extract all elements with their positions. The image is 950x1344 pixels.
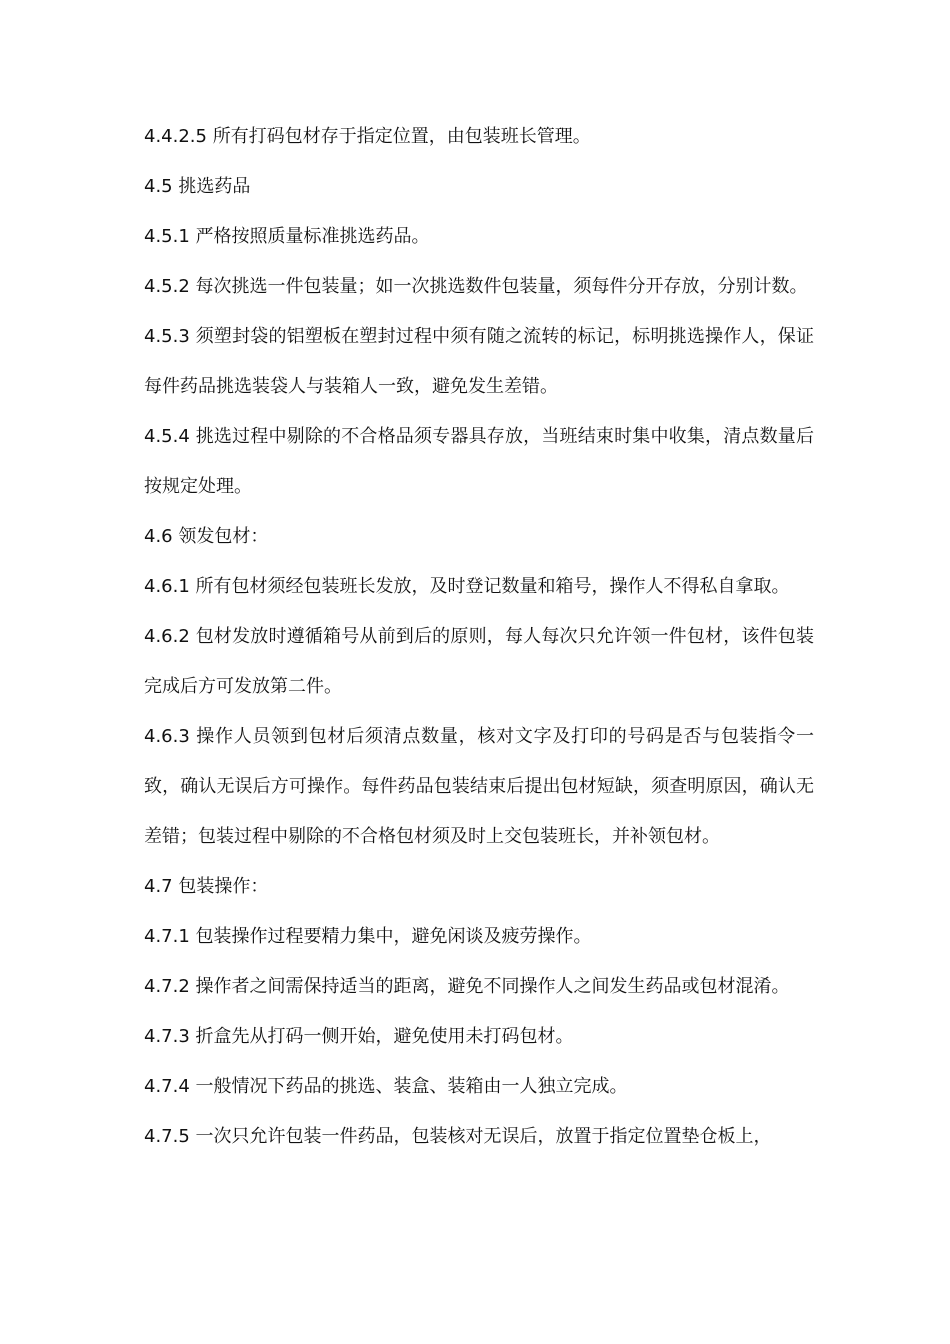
heading-4-5: 4.5 挑选药品 [144, 176, 251, 197]
paragraph-4-5-2: 4.5.2 每次挑选一件包装量；如一次挑选数件包装量，须每件分开存放，分别计数。 [144, 276, 808, 297]
paragraph-4-5-1: 4.5.1 严格按照质量标准挑选药品。 [144, 226, 430, 247]
paragraph-4-6-3: 4.6.3 操作人员领到包材后须清点数量，核对文字及打印的号码是否与包装指令一致，确认无误后方可操作。每件药品包装结束后提出包材短缺，须查明原因，确认无差错；包装过程中剔除的不合格包材须及时上交包装班长，并补领包材。 [144, 726, 814, 847]
paragraph-4-7-4: 4.7.4 一般情况下药品的挑选、装盒、装箱由一人独立完成。 [144, 1076, 628, 1097]
paragraph-4-7-3: 4.7.3 折盒先从打码一侧开始，避免使用未打码包材。 [144, 1026, 574, 1047]
paragraph-4-7-2: 4.7.2 操作者之间需保持适当的距离，避免不同操作人之间发生药品或包材混淆。 [144, 976, 790, 997]
paragraph-4-7-5: 4.7.5 一次只允许包装一件药品，包装核对无误后，放置于指定位置垫仓板上， [144, 1126, 772, 1147]
paragraph-4-6-1: 4.6.1 所有包材须经包装班长发放，及时登记数量和箱号，操作人不得私自拿取。 [144, 576, 790, 597]
paragraph-4-4-2-5: 4.4.2.5 所有打码包材存于指定位置，由包装班长管理。 [144, 126, 591, 147]
paragraph-4-6-2: 4.6.2 包材发放时遵循箱号从前到后的原则，每人每次只允许领一件包材，该件包装完成后方可发放第二件。 [144, 626, 814, 697]
paragraph-4-5-4: 4.5.4 挑选过程中剔除的不合格品须专器具存放，当班结束时集中收集，清点数量后按规定处理。 [144, 426, 814, 497]
paragraph-4-7-1: 4.7.1 包装操作过程要精力集中，避免闲谈及疲劳操作。 [144, 926, 592, 947]
document-body [144, 112, 814, 1162]
paragraph-4-5-3: 4.5.3 须塑封袋的铝塑板在塑封过程中须有随之流转的标记，标明挑选操作人，保证每件药品挑选装袋人与装箱人一致，避免发生差错。 [144, 326, 814, 397]
heading-4-6: 4.6 领发包材： [144, 526, 269, 547]
heading-4-7: 4.7 包装操作： [144, 876, 269, 897]
